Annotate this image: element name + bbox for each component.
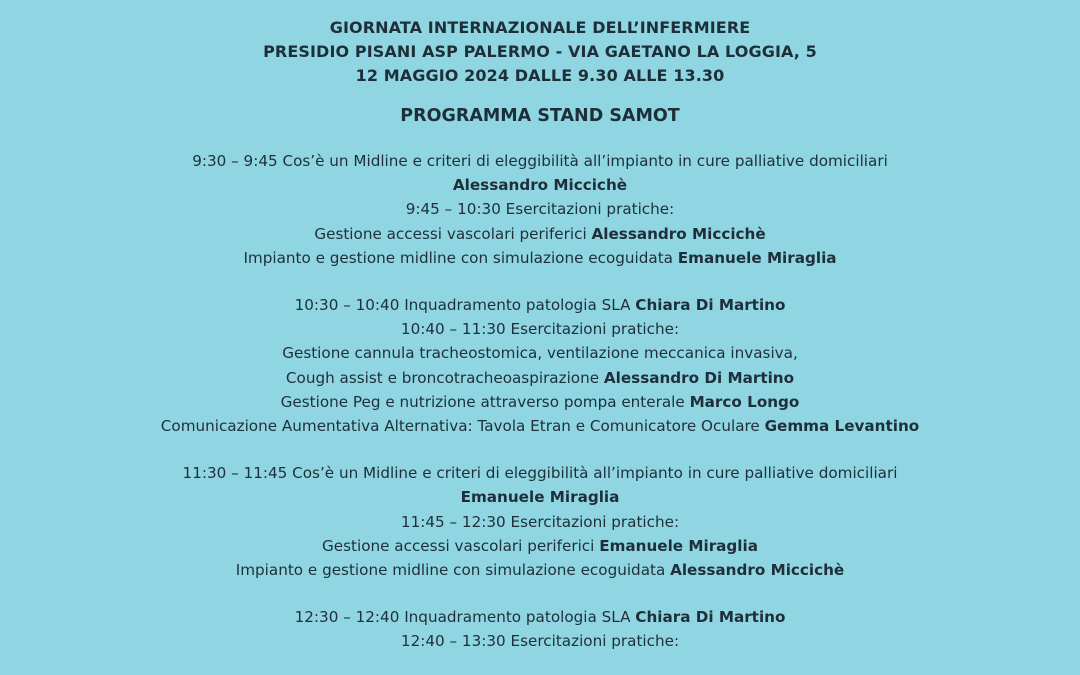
line-text: Gestione accessi vascolari periferici [322, 536, 600, 555]
line-text: Gestione cannula tracheostomica, ventilazione meccanica invasiva, [282, 344, 798, 363]
schedule-line [0, 390, 1080, 414]
event-title: GIORNATA INTERNAZIONALE DELL’INFERMIERE [329, 18, 751, 37]
schedule-block [0, 605, 1080, 653]
schedule-line [0, 558, 1080, 582]
schedule-block [0, 293, 1080, 438]
schedule-line [0, 293, 1080, 317]
schedule-line [0, 485, 1080, 509]
schedule-line [0, 461, 1080, 485]
schedule-line [0, 341, 1080, 365]
line-text: Cough assist e broncotracheoaspirazione [285, 368, 604, 387]
line-text: Impianto e gestione midline con simulazione ecoguidata [235, 561, 671, 580]
schedule-line [0, 414, 1080, 438]
schedule-line [0, 222, 1080, 246]
speaker-name: Gemma Levantino [764, 417, 920, 436]
event-location: PRESIDIO PISANI ASP PALERMO - VIA GAETANO LA LOGGIA, 5 [263, 42, 817, 61]
schedule-line [0, 197, 1080, 221]
schedule-block [0, 149, 1080, 270]
line-text: 12:30 – 12:40 Inquadramento patologia SLA [294, 608, 636, 627]
line-text: 10:40 – 11:30 Esercitazioni pratiche: [400, 320, 680, 339]
schedule-line [0, 366, 1080, 390]
schedule-line [0, 149, 1080, 173]
line-text: 11:45 – 12:30 Esercitazioni pratiche: [400, 512, 680, 531]
speaker-name: Chiara Di Martino [635, 608, 786, 627]
schedule-line [0, 173, 1080, 197]
speaker-name: Emanuele Miraglia [677, 248, 837, 267]
speaker-name: Alessandro Miccichè [452, 176, 628, 195]
line-text: Impianto e gestione midline con simulazione ecoguidata [243, 248, 678, 267]
speaker-name: Marco Longo [689, 392, 800, 411]
line-text: 11:30 – 11:45 Cos’è un Midline e criteri di eleggibilità all’impianto in cure palliative domiciliari [182, 464, 898, 483]
line-text: Gestione Peg e nutrizione attraverso pompa enterale [280, 392, 690, 411]
schedule-line [0, 510, 1080, 534]
line-text: 10:30 – 10:40 Inquadramento patologia SLA [294, 296, 636, 315]
line-text: 9:45 – 10:30 Esercitazioni pratiche: [405, 200, 675, 219]
speaker-name: Chiara Di Martino [635, 296, 786, 315]
speaker-name: Emanuele Miraglia [460, 488, 620, 507]
schedule-line [0, 317, 1080, 341]
schedule-block [0, 461, 1080, 582]
schedule [0, 149, 1080, 654]
line-text: Comunicazione Aumentativa Alternativa: Tavola Etran e Comunicatore Oculare [160, 417, 765, 436]
line-text: 9:30 – 9:45 Cos’è un Midline e criteri di eleggibilità all’impianto in cure palliative domiciliari [192, 152, 888, 170]
program-title: PROGRAMMA STAND SAMOT [400, 106, 680, 126]
speaker-name: Alessandro Di Martino [603, 368, 795, 387]
line-text: 12:40 – 13:30 Esercitazioni pratiche: [400, 632, 680, 651]
speaker-name: Alessandro Miccichè [591, 224, 766, 243]
schedule-line [0, 534, 1080, 558]
speaker-name: Alessandro Miccichè [670, 561, 845, 580]
line-text: Gestione accessi vascolari periferici [314, 224, 592, 243]
schedule-line [0, 605, 1080, 629]
event-date: 12 MAGGIO 2024 DALLE 9.30 ALLE 13.30 [355, 66, 725, 85]
speaker-name: Emanuele Miraglia [599, 536, 758, 555]
schedule-line [0, 629, 1080, 653]
schedule-line [0, 246, 1080, 270]
